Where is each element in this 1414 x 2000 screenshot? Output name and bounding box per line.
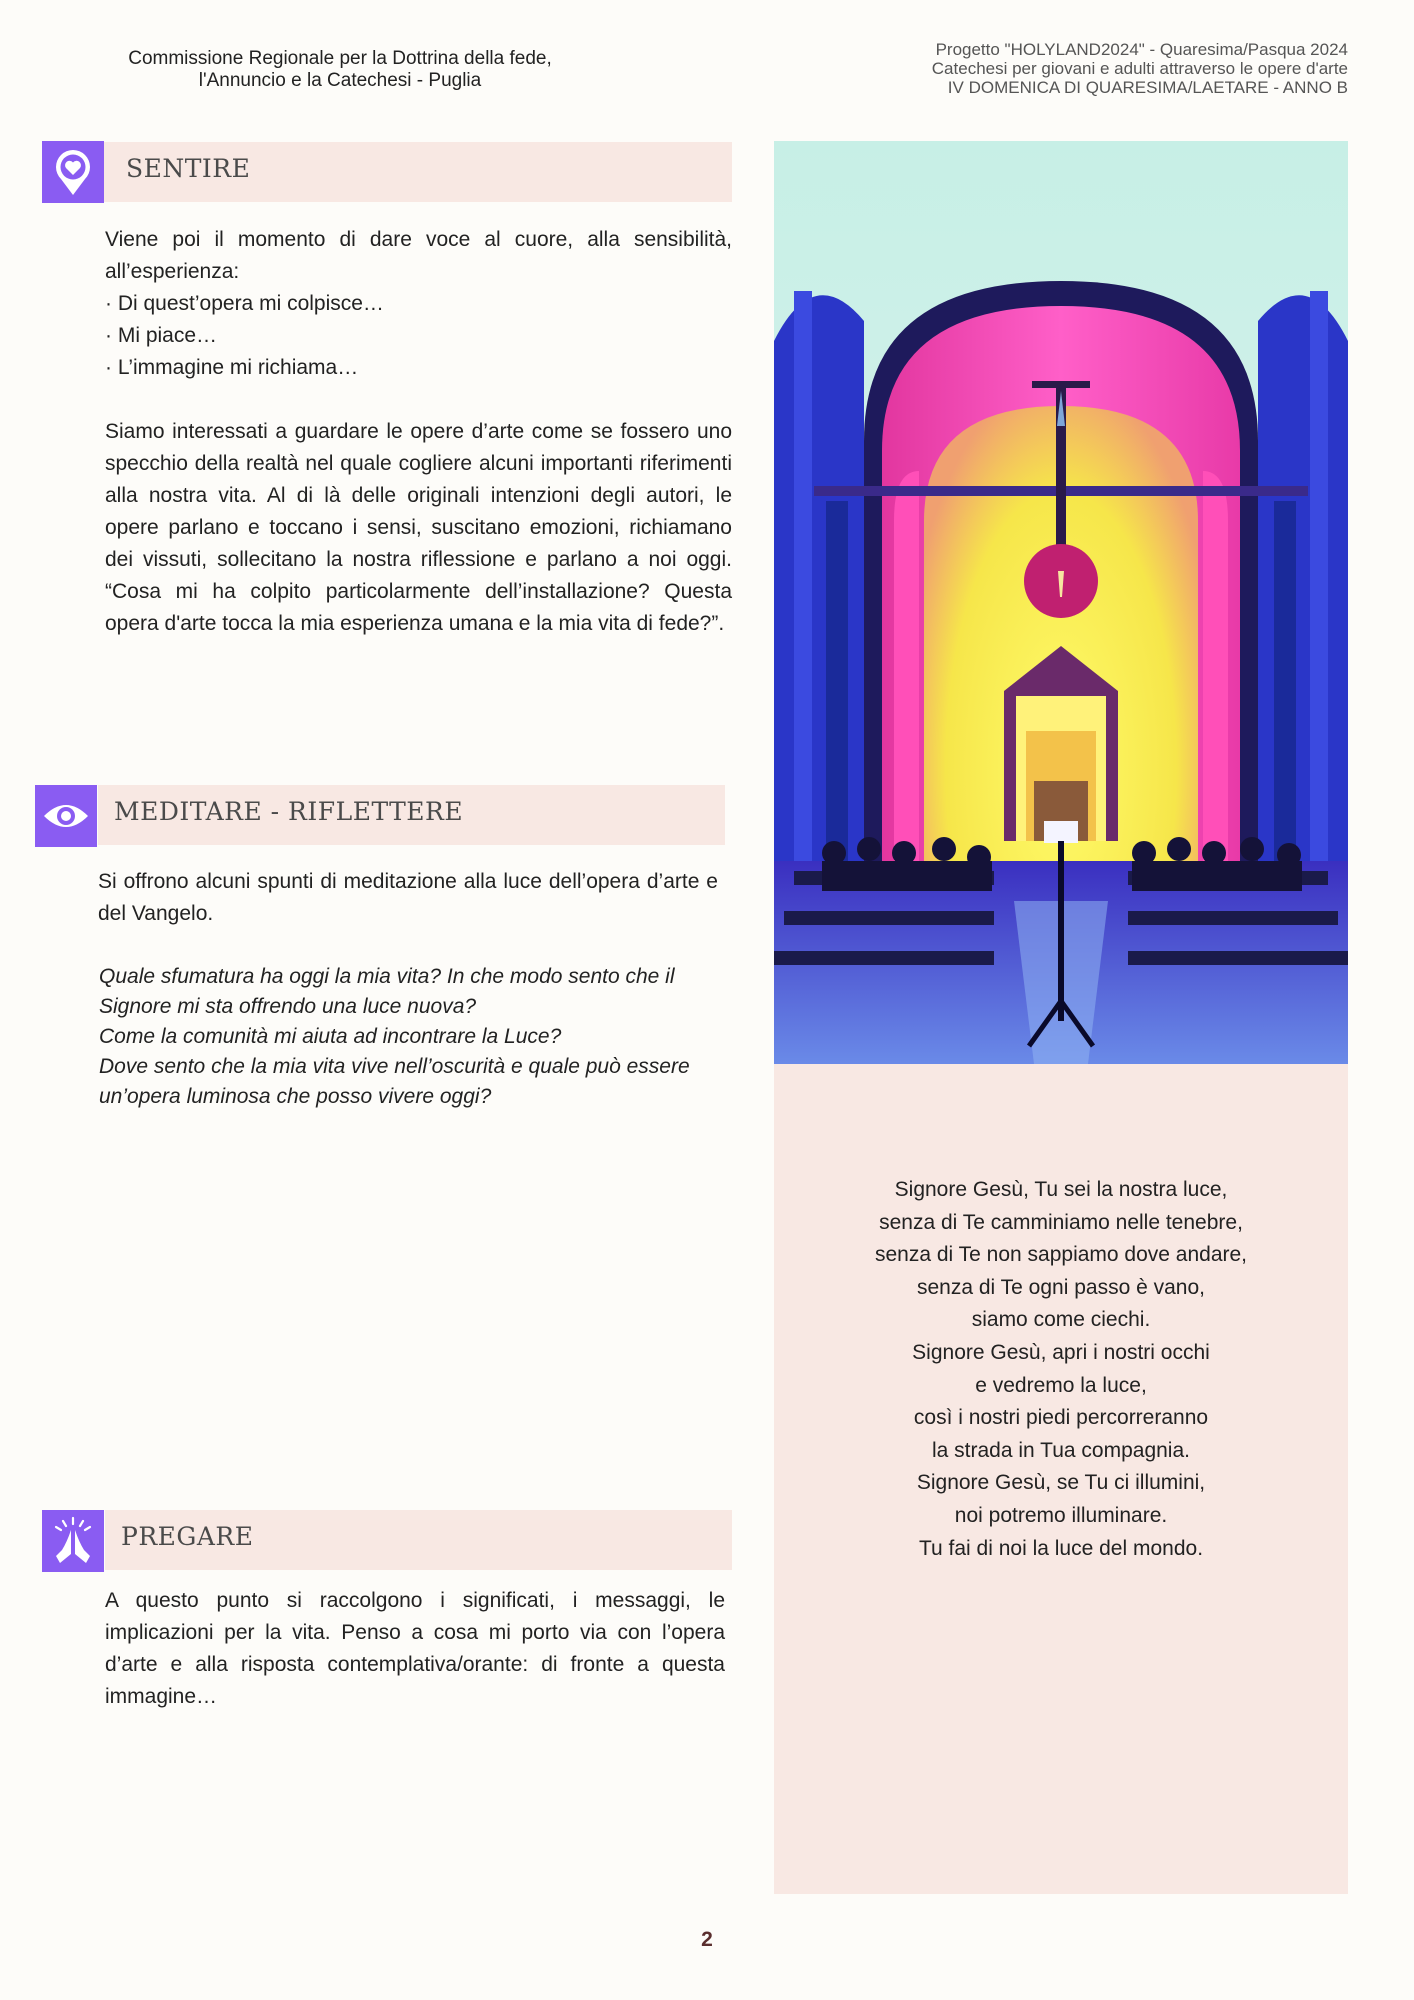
prayer-line: la strada in Tua compagnia. [932,1438,1190,1462]
page-number: 2 [701,1928,713,1951]
header-right-line: IV DOMENICA DI QUARESIMA/LAETARE - ANNO B [947,78,1348,97]
prayer-line: Signore Gesù, se Tu ci illumini, [916,1471,1206,1495]
sentire-paragraph: Siamo interessati a guardare le opere d’arte come se fossero uno specchio della realtà nel quale cogliere alcuni importanti riferimenti alla nostra vita. Al di là delle originali intenzioni degli autori, le opere parlano e toccano i sensi, suscitano emozioni, richiamano dei vissuti, sollecitano la nostra riflessione e parlano a noi oggi. “Cosa mi ha colpito particolarmente dell’installazione? Questa opera d'arte tocca la mia esperienza umana e la mia vita di fede?”. [105,420,732,635]
sentire-body [105,224,732,640]
prayer-line: Signore Gesù, apri i nostri occhi [912,1340,1210,1364]
header-commission [110,48,570,92]
meditare-questions [99,962,739,1112]
prayer-line: senza di Te ogni passo è vano, [917,1275,1205,1299]
sentire-bullet: · L’immagine mi richiama… [105,356,359,379]
meditare-question-line: Quale sfumatura ha oggi la mia vita? In che modo sento che il [99,965,675,988]
section-title-sentire: SENTIRE [126,154,251,183]
prayer-line: Tu fai di noi la luce del mondo. [918,1536,1204,1560]
header-project [788,40,1348,97]
prayer-line: Signore Gesù, Tu sei la nostra luce, [894,1178,1228,1201]
pregare-paragraph: A questo punto si raccolgono i significati, i messaggi, le implicazioni per la vita. Penso a cosa mi porto via con l’opera d’arte e alla risposta contemplativa/orante: di fronte a questa immagine… [105,1589,725,1708]
prayer-line: e vedremo la luce, [975,1373,1147,1397]
meditare-intro: Si offrono alcuni spunti di meditazione alla luce dell’opera d’arte e del Vangelo. [98,870,718,925]
sentire-bullet: · Di quest’opera mi colpisce… [105,292,384,315]
meditare-question-line: un’opera luminosa che posso vivere oggi? [99,1085,492,1108]
prayer-text [774,1174,1348,1565]
prayer-line: senza di Te non sappiamo dove andare, [874,1243,1248,1267]
prayer-line: senza di Te camminiamo nelle tenebre, [879,1210,1243,1234]
prayer-line: noi potremo illuminare. [954,1503,1168,1527]
meditare-question-line: Come la comunità mi aiuta ad incontrare la Luce? [99,1025,562,1048]
sentire-bullet: · Mi piace… [105,324,218,347]
header-right-line: Catechesi per giovani e adulti attraverso le opere d'arte [931,59,1348,78]
eye-icon [35,785,97,847]
header-right-line: Progetto "HOLYLAND2024" - Quaresima/Pasqua 2024 [935,40,1348,59]
sentire-intro: Viene poi il momento di dare voce al cuore, alla sensibilità, all’esperienza: [105,228,732,283]
meditare-question-line: Signore mi sta offrendo una luce nuova? [99,995,477,1018]
section-title-meditare: MEDITARE - RIFLETTERE [114,797,464,826]
header-left-line: Commissione Regionale per la Dottrina della fede, [128,48,552,69]
prayer-line: siamo come ciechi. [971,1308,1151,1332]
prayer-line: così i nostri piedi percorreranno [913,1406,1209,1430]
church-interior-photo [774,141,1348,1064]
heart-pin-icon [42,141,104,203]
section-title-pregare: PREGARE [121,1522,254,1551]
header-left-line: l'Annuncio e la Catechesi - Puglia [198,70,482,91]
meditare-question-line: Dove sento che la mia vita vive nell’oscurità e quale può essere [99,1055,690,1078]
praying-hands-icon [42,1510,104,1572]
